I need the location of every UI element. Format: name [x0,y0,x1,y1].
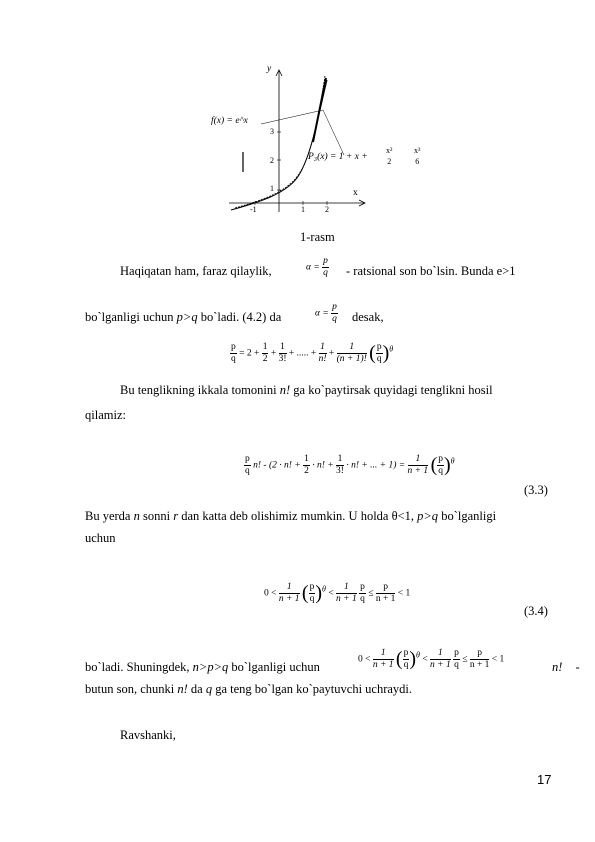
x-axis-label: x [353,188,358,198]
y-tick-1: 1 [270,184,274,193]
page-number: 17 [537,772,552,787]
p3-term2: x² 2 [386,146,393,166]
para4-line1: Bu yerda n sonni r dan katta deb olishimiz mumkin. U holda θ<1, p>q bo`lganligi [85,509,497,523]
para3-line1: Bu tenglikning ikkala tomonini n! ga ko`paytirsak quyidagi tenglikni hosil [120,383,493,397]
para1-fraction: α = $\frac{p}{q}$ [306,256,328,278]
para5-line1-end: n! - [552,660,580,674]
para5-line1: bo`ladi. Shuningdek, n>p>q bo`lganligi uchun [85,660,320,674]
x-tick-2: 2 [325,205,329,214]
y-tick-3: 3 [270,127,274,136]
y-axis-label: y [267,64,272,74]
figure-1 [205,62,445,222]
para2-fraction: α = $\frac{p}{q}$ [315,302,337,324]
para1: Haqiqatan ham, faraz qilaylik, [120,264,272,278]
para5-inline-inequality: 0 < $\frac{1}{n + 1}$ ( $\frac{p}{q}$ )$^\theta$ < $\frac{1}{n + 1}$ $\frac{p}{q}$ ≤ $\frac{p}{n + 1}$ < 1 [358,648,505,670]
equation-number-3-4: (3.4) [524,604,548,618]
equation-3-3: $\frac{p}{q}$ n! - (2 · n! + $\frac{1}{2}$ · n! + $\frac{1}{3!}$ · n! + ... + 1) = $\frac{1}{n + 1}$ ( $\frac{p}{q}$ )$^\theta$ [245,454,455,476]
figure-1-graph [205,62,445,222]
p3-term3: x³ 6 [414,146,421,166]
para2-after: desak, [352,310,384,324]
x-tick--1: -1 [250,205,257,214]
para6: Ravshanki, [120,728,176,742]
para5-line2: butun son, chunki n! da q ga teng bo`lgan ko`paytuvchi uchraydi. [85,682,413,696]
para3-line2: qilamiz: [85,408,126,422]
equation-1: $\frac{p}{q}$ = 2 + $\frac{1}{2}$ + $\frac{1}{3!}$ + ..... + $\frac{1}{n!}$ + $\frac{1}{(n + 1)!}$ ( $\frac{p}{q}$ )$^\theta$ [231,342,394,364]
equation-3-4: 0 < $\frac{1}{n + 1}$ ( $\frac{p}{q}$ )$^\theta$ < $\frac{1}{n + 1}$ $\frac{p}{q}$ ≤ $\frac{p}{n + 1}$ < 1 [264,582,411,604]
y-tick-2: 2 [270,156,274,165]
f-function-label: f(x) = e^x [211,116,248,126]
para1-after: - ratsional son bo`lsin. Bunda e>1 [346,264,516,278]
para2: bo`lganligi uchun p>q bo`ladi. (4.2) da [85,310,282,324]
figure-caption: 1-rasm [300,230,335,244]
equation-number-3-3: (3.3) [524,483,548,497]
para4-line2: uchun [85,531,116,545]
p3-label: P₃(x) = 1 + x + [308,152,368,162]
x-tick-1: 1 [301,205,305,214]
